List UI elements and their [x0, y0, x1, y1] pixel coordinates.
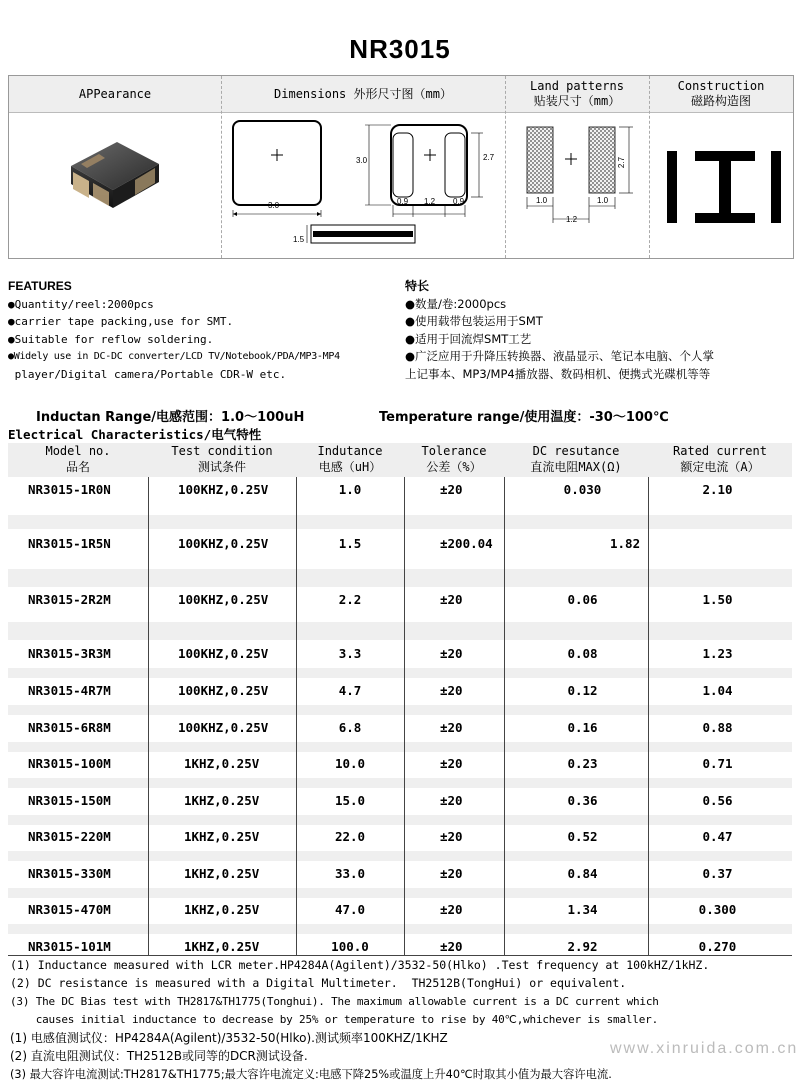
cell-dcr: 0.030 — [563, 482, 602, 497]
col-dc-resistance — [504, 443, 648, 477]
column-divider — [148, 477, 149, 955]
cell-condition: 100KHZ,0.25V — [178, 683, 269, 698]
dimensions-heading: Dimensions 外形尺寸图（mm） — [274, 86, 452, 101]
cell-model: NR3015-220M — [28, 829, 111, 844]
column-divider — [296, 477, 297, 955]
cell-tolerance: ±20 — [440, 902, 463, 917]
cell-inductance: 4.7 — [338, 683, 362, 698]
land-patterns-en: Land patterns — [530, 79, 624, 93]
cell-dcr: 2.92 — [567, 939, 598, 954]
cell-model: NR3015-2R2M — [28, 592, 111, 607]
cell-dcr: 0.23 — [567, 756, 598, 771]
cell-current: 0.71 — [702, 756, 733, 771]
cell-tolerance: ±20 — [440, 793, 463, 808]
col-test-condition-en: Test condition — [171, 444, 273, 458]
features-cn-heading: 特长 — [405, 279, 430, 293]
cell-condition: 1KHZ,0.25V — [184, 939, 260, 954]
col-inductance — [296, 443, 404, 477]
row-band — [8, 924, 792, 934]
feature-cn-item: ●使用载带包装运用于SMT — [405, 314, 543, 328]
construction-heading — [649, 76, 793, 112]
cell-current: 0.56 — [702, 793, 733, 808]
cell-tolerance: ±20 — [440, 646, 463, 661]
cell-inductance: 33.0 — [334, 866, 366, 881]
cell-model: NR3015-470M — [28, 902, 111, 917]
row-band — [8, 515, 792, 529]
cell-model: NR3015-101M — [28, 939, 111, 954]
watermark: www.xinruida.com.cn — [610, 1040, 799, 1057]
features-heading: FEATURES — [8, 279, 72, 293]
cell-model: NR3015-3R3M — [28, 646, 111, 661]
row-band — [8, 778, 792, 788]
inductance-range: Inductan Range/电感范围：1.0～100uH — [36, 410, 305, 425]
col-rated-current-en: Rated current — [673, 444, 767, 458]
cell-inductance: 22.0 — [334, 829, 366, 844]
cell-model: NR3015-6R8M — [28, 720, 111, 735]
dim-top-height: 3.0 — [356, 156, 368, 165]
cell-dcr: 0.06 — [567, 592, 598, 607]
dim-seg-b: 1.2 — [424, 197, 436, 206]
cell-inductance: 2.2 — [338, 592, 362, 607]
dim-seg-a: 0.9 — [397, 197, 409, 206]
row-band — [8, 742, 792, 752]
cell-inductance: 6.8 — [338, 720, 362, 735]
note-line: (2) DC resistance is measured with a Digital Multimeter. TH2512B(TongHui) or equivalent. — [10, 976, 627, 991]
cell-condition: 1KHZ,0.25V — [184, 756, 260, 771]
spec-header-grid — [8, 75, 794, 259]
features-cn — [405, 278, 795, 383]
cell-inductance: 10.0 — [334, 756, 366, 771]
feature-cn-item: 上记事本、MP3/MP4播放器、数码相机、便携式光碟机等等 — [405, 366, 711, 381]
construction-drawing — [651, 113, 791, 257]
land-height: 2.7 — [617, 156, 627, 169]
cell-condition: 100KHZ,0.25V — [178, 482, 269, 497]
col-test-condition-cn: 测试条件 — [197, 460, 246, 474]
cell-condition: 1KHZ,0.25V — [184, 829, 260, 844]
note-line: (3) 最大容许电流测试:TH2817&TH1775;最大容许电流定义:电感下降25%或温度上升40℃时取其小值为最大容许电流. — [10, 1067, 612, 1081]
dim-seg-c: 0.9 — [453, 197, 465, 206]
land-gap: 1.2 — [566, 215, 578, 224]
cell-model: NR3015-150M — [28, 793, 111, 808]
column-divider — [504, 477, 505, 955]
col-tolerance — [404, 443, 504, 477]
cell-tolerance: ±20 — [440, 756, 463, 771]
feature-cn-item: ●广泛应用于升降压转换器、液晶显示、笔记本电脑、个人掌 — [405, 349, 715, 363]
cell-model: NR3015-1R0N — [28, 482, 111, 497]
cell-model: NR3015-4R7M — [28, 683, 111, 698]
cell-tolerance: ±20 — [440, 939, 463, 954]
cell-condition: 100KHZ,0.25V — [178, 536, 269, 551]
cell-condition: 1KHZ,0.25V — [184, 902, 260, 917]
cell-current: 0.270 — [698, 939, 737, 954]
cell-current: 0.300 — [698, 902, 737, 917]
cell-inductance: 100.0 — [331, 939, 369, 954]
dimension-drawing — [223, 113, 503, 257]
feature-item: ●Suitable for reflow soldering. — [8, 332, 214, 346]
cell-tolerance: ±20 — [440, 720, 463, 735]
col-dc-resistance-en: DC resutance — [532, 444, 620, 458]
cell-tolerance: ±20 — [440, 482, 463, 497]
row-band — [8, 705, 792, 715]
note-line: (3) The DC Bias test with TH2817&TH1775(Tonghui). The maximum allowable current is a DC current which — [10, 994, 659, 1008]
appearance-heading: APPearance — [78, 86, 152, 101]
construction-cn: 磁路构造图 — [690, 94, 751, 108]
notes — [10, 956, 798, 1084]
cell-model: NR3015-100M — [28, 756, 111, 771]
row-band — [8, 815, 792, 825]
feature-item: player/Digital camera/Portable CDR-W etc. — [8, 367, 287, 381]
feature-item: ●Widely use in DC-DC converter/LCD TV/Notebook/PDA/MP3-MP4 — [8, 351, 340, 362]
col-tolerance-en: Tolerance — [421, 444, 487, 458]
dim-side-height: 2.7 — [483, 153, 495, 162]
cell-inductance: 1.5 — [338, 536, 362, 551]
cell-tolerance: ±20 — [440, 866, 463, 881]
cell-inductance: 3.3 — [338, 646, 362, 661]
cell-current: 0.47 — [702, 829, 733, 844]
col-inductance-en: Indutance — [317, 444, 383, 458]
col-inductance-cn: 电感（uH） — [318, 460, 382, 474]
inductor-photo — [59, 128, 169, 218]
row-band — [8, 851, 792, 861]
cell-inductance: 1.0 — [338, 482, 362, 497]
construction-en: Construction — [677, 79, 765, 93]
cell-tolerance: ±20 — [440, 592, 463, 607]
cell-dcr: 0.16 — [567, 720, 598, 735]
cell-tolerance: ±200.04 — [440, 536, 493, 551]
cell-inductance: 47.0 — [334, 902, 366, 917]
col-model-cn: 品名 — [65, 460, 90, 474]
cell-dcr: 1.34 — [567, 902, 598, 917]
land-patterns-cn: 贴装尺寸（mm） — [533, 94, 621, 108]
temperature-range: Temperature range/使用温度：-30～100℃ — [379, 410, 669, 425]
col-rated-current — [648, 443, 792, 477]
col-rated-current-cn: 额定电流（A） — [680, 460, 760, 474]
row-band — [8, 668, 792, 678]
land-patterns-heading — [505, 76, 649, 112]
row-band — [8, 569, 792, 587]
cell-model: NR3015-330M — [28, 866, 111, 881]
feature-cn-item: ●数量/卷:2000pcs — [405, 296, 507, 311]
cell-current: 0.37 — [702, 866, 733, 881]
cell-inductance: 15.0 — [334, 793, 366, 808]
note-line: (2) 直流电阻测试仪：TH2512B或同等的DCR测试设备. — [10, 1049, 308, 1064]
row-band — [8, 888, 792, 898]
cell-model: NR3015-1R5N — [28, 536, 111, 551]
dim-thickness: 1.5 — [293, 235, 305, 244]
cell-dcr: 0.08 — [567, 646, 598, 661]
cell-dcr: 0.84 — [567, 866, 598, 881]
land-pattern-drawing — [507, 113, 647, 257]
features-en — [8, 278, 403, 383]
cell-condition: 100KHZ,0.25V — [178, 720, 269, 735]
cell-current: 0.88 — [702, 720, 733, 735]
feature-item: ●Quantity/reel:2000pcs — [8, 297, 154, 311]
cell-tolerance: ±20 — [440, 829, 463, 844]
dim-top-width: 3.0 — [268, 201, 280, 210]
cell-dcr: 0.52 — [567, 829, 598, 844]
cell-condition: 1KHZ,0.25V — [184, 866, 260, 881]
col-dc-resistance-cn: 直流电阻MAX(Ω) — [530, 460, 622, 474]
cell-current: 1.04 — [702, 683, 733, 698]
cell-current: 1.50 — [702, 592, 733, 607]
cell-condition: 1KHZ,0.25V — [184, 793, 260, 808]
note-line: (1) 电感值测试仪：HP4284A(Agilent)/3532-50(Hlko).测试频率100KHZ/1KHZ — [10, 1031, 448, 1046]
feature-cn-item: ●适用于回流焊SMT工艺 — [405, 331, 532, 346]
feature-item: ●carrier tape packing,use for SMT. — [8, 315, 234, 328]
col-model — [8, 443, 148, 477]
cell-dcr: 0.36 — [567, 793, 598, 808]
land-pad-left: 1.0 — [536, 196, 548, 205]
page-title: NR3015 — [349, 34, 451, 64]
col-tolerance-cn: 公差（%） — [426, 460, 482, 474]
cell-current: 2.10 — [702, 482, 733, 497]
cell-current: 1.23 — [702, 646, 733, 661]
col-model-en: Model no. — [45, 444, 111, 458]
note-line: causes initial inductance to decrease by 25% or temperature to rise by 40℃,whichever is smaller. — [10, 1012, 658, 1026]
cell-condition: 100KHZ,0.25V — [178, 646, 269, 661]
col-test-condition — [148, 443, 296, 477]
note-line: (1) Inductance measured with LCR meter.HP4284A(Agilent)/3532-50(Hlko) .Test frequency at 100kHZ/1kHZ. — [10, 958, 710, 972]
electrical-characteristics-title: Electrical Characteristics/电气特性 — [8, 427, 262, 442]
cell-dcr: 0.12 — [567, 683, 598, 698]
column-divider — [648, 477, 649, 955]
row-band — [8, 622, 792, 640]
land-pad-right: 1.0 — [597, 196, 609, 205]
column-divider — [404, 477, 405, 955]
cell-tolerance: ±20 — [440, 683, 463, 698]
cell-current: 1.82 — [610, 536, 641, 551]
cell-condition: 100KHZ,0.25V — [178, 592, 269, 607]
